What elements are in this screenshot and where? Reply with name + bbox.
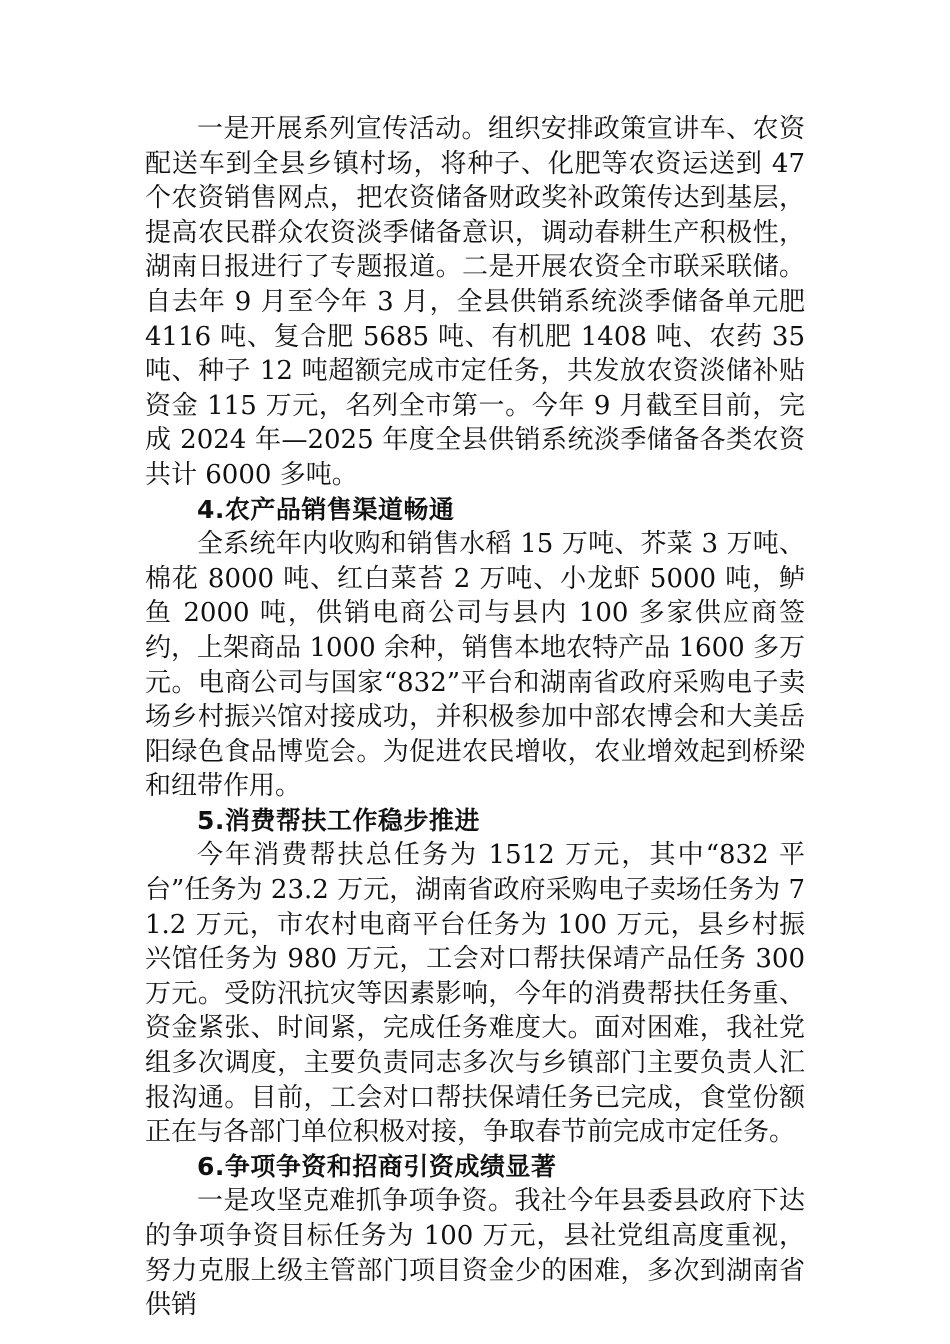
paragraph-consumption-assistance: 今年消费帮扶总任务为 1512 万元，其中“832 平台”任务为 23.2 万元，湖南省政府采购电子卖场任务为 71.2 万元，市农村电商平台任务为 100 万元，县乡村振兴馆任务为 980 万元，工会对口帮扶保靖产品任务 300 万元。受防汛抗灾等因素影响，今年的消费帮扶任务重、资金紧张、时间紧，完成任务难度大。面对困难，我社党组多次调度，主要负责同志多次与乡镇部门主要负责人汇报沟通。目前，工会对口帮扶保靖任务已完成，食堂份额正在与各部门单位积极对接，争取春节前完成市定任务。 [145, 840, 805, 1148]
section-heading-6: 6.争项争资和招商引资成绩显著 [197, 1151, 557, 1181]
paragraph-project-funding: 一是攻坚克难抓争项争资。我社今年县委县政府下达的争项争资目标任务为 100 万元，县社党组高度重视，努力克服上级主管部门项目资金少的困难，多次到湖南省供销 [145, 1186, 805, 1321]
document-body [145, 112, 805, 1323]
section-heading-5: 5.消费帮扶工作稳步推进 [197, 805, 480, 835]
paragraph-sales-channels: 全系统年内收购和销售水稻 15 万吨、芥菜 3 万吨、棉花 8000 吨、红白菜苔 2 万吨、小龙虾 5000 吨，鲈鱼 2000 吨，供销电商公司与县内 100 多家供应商签约，上架商品 1000 余种，销售本地农特产品 1600 多万元。电商公司与国家“832”平台和湖南省政府采购电子卖场乡村振兴馆对接成功，并积极参加中部农博会和大美岳阳绿色食品博览会。为促进农民增收，农业增效起到桥梁和纽带作用。 [145, 529, 805, 802]
paragraph-agri-supply-promotion: 一是开展系列宣传活动。组织安排政策宣讲车、农资配送车到全县乡镇村场，将种子、化肥等农资运送到 47 个农资销售网点，把农资储备财政奖补政策传达到基层，提高农民群众农资淡季储备意识，调动春耕生产积极性，湖南日报进行了专题报道。二是开展农资全市联采联储。自去年 9 月至今年 3 月，全县供销系统淡季储备单元肥 4116 吨、复合肥 5685 吨、有机肥 1408 吨、农药 35 吨、种子 12 吨超额完成市定任务，共发放农资淡储补贴资金 115 万元，名列全市第一。今年 9 月截至目前，完成 2024 年—2025 年度全县供销系统淡季储备各类农资共计 6000 多吨。 [145, 114, 805, 490]
section-heading-4: 4.农产品销售渠道畅通 [197, 494, 455, 524]
